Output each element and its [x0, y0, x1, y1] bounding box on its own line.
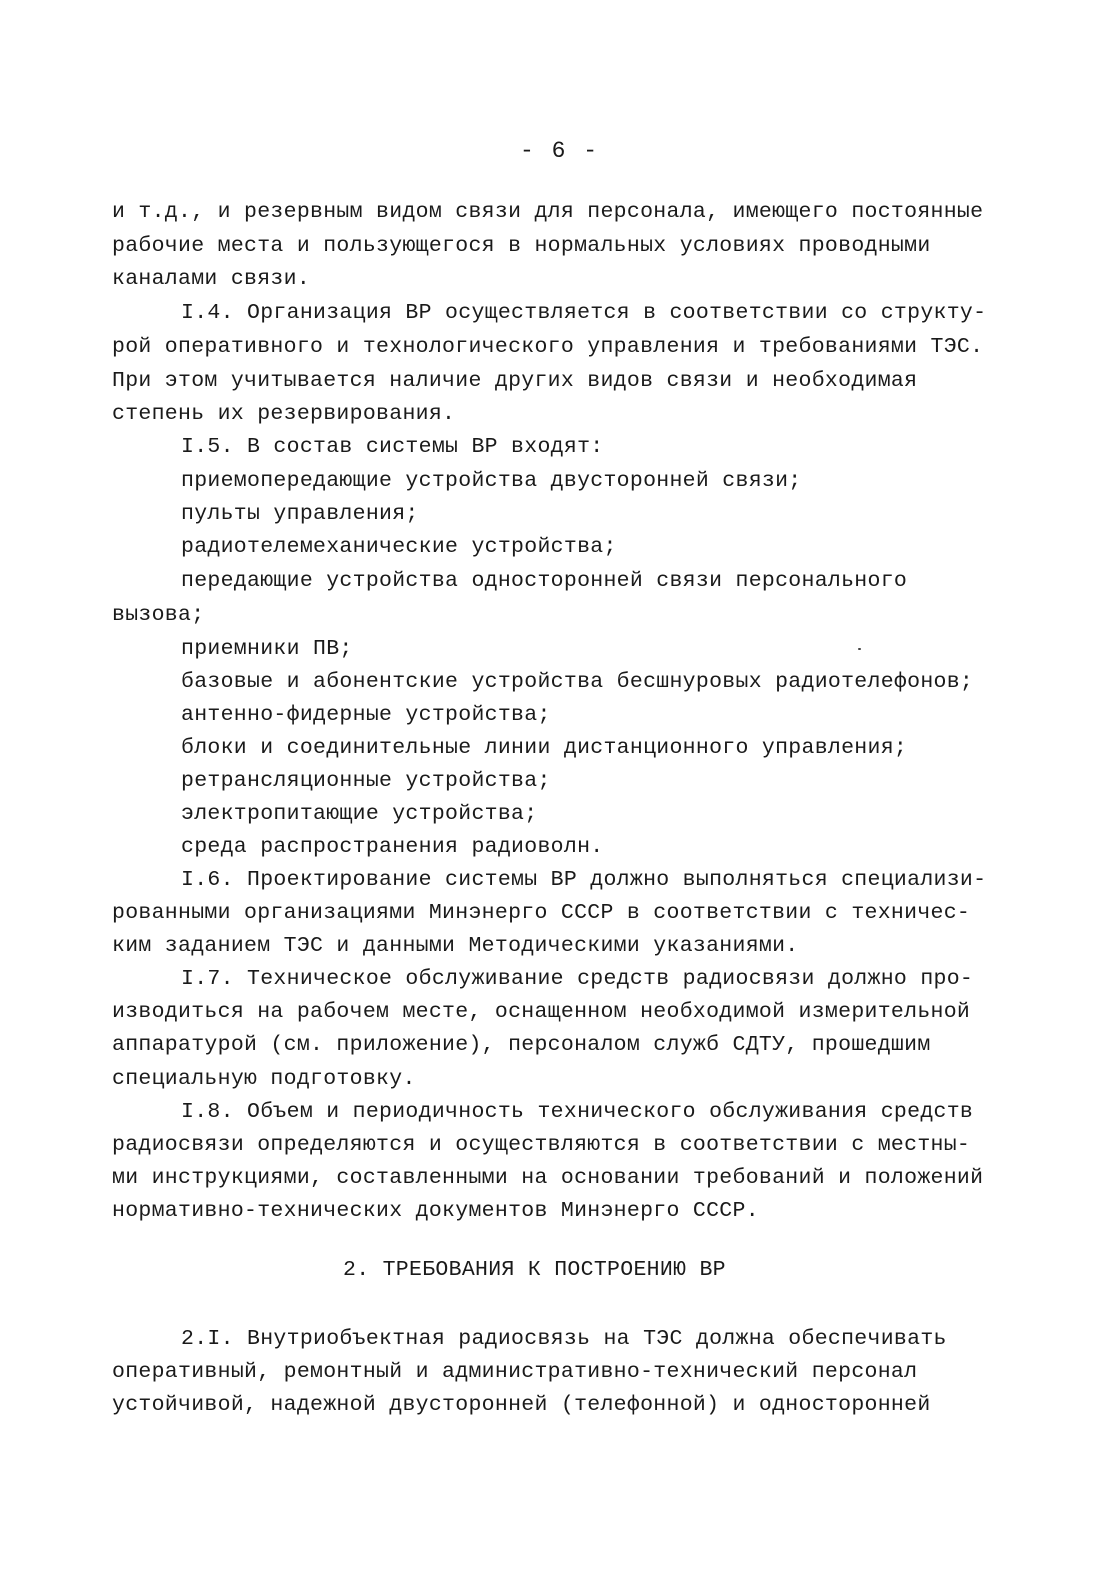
text-line: I.4. Организация ВР осуществляется в соответствии со структу- — [181, 301, 987, 325]
list-item: электропитающие устройства; — [181, 802, 538, 826]
text-line: степень их резервирования. — [112, 402, 456, 426]
text-line: специальную подготовку. — [112, 1067, 416, 1091]
list-item: антенно-фидерные устройства; — [181, 703, 551, 727]
text-line: I.5. В состав системы ВР входят: — [181, 435, 604, 459]
list-item: вызова; — [112, 603, 205, 627]
text-line: аппаратурой (см. приложение), персоналом служб СДТУ, прошедшим — [112, 1033, 931, 1057]
text-line: I.8. Объем и периодичность технического обслуживания средств — [181, 1100, 974, 1124]
list-item: базовые и абонентские устройства бесшнуровых радиотелефонов; — [181, 670, 974, 694]
scan-speck — [858, 648, 861, 650]
text-line: оперативный, ремонтный и административно-технический персонал — [112, 1360, 918, 1384]
text-line: ким заданием ТЭС и данными Методическими указаниями. — [112, 934, 799, 958]
section-heading: 2. ТРЕБОВАНИЯ К ПОСТРОЕНИЮ ВР — [343, 1258, 726, 1282]
list-item: среда распространения радиоволн. — [181, 835, 604, 859]
list-item: пульты управления; — [181, 502, 419, 526]
text-line: радиосвязи определяются и осуществляются в соответствии с местны- — [112, 1133, 971, 1157]
text-line: и т.д., и резервным видом связи для персонала, имеющего постоянные — [112, 200, 984, 224]
list-item: радиотелемеханические устройства; — [181, 535, 617, 559]
text-line: I.7. Техническое обслуживание средств радиосвязи должно про- — [181, 967, 974, 991]
page-number: - 6 - — [520, 138, 600, 164]
text-line: рабочие места и пользующегося в нормальных условиях проводными — [112, 234, 931, 258]
text-line: изводиться на рабочем месте, оснащенном необходимой измерительной — [112, 1000, 971, 1024]
text-line: 2.I. Внутриобъектная радиосвязь на ТЭС должна обеспечивать — [181, 1327, 947, 1351]
text-line: устойчивой, надежной двусторонней (телефонной) и односторонней — [112, 1393, 931, 1417]
list-item: ретрансляционные устройства; — [181, 769, 551, 793]
text-line: рой оперативного и технологического управления и требованиями ТЭС. — [112, 335, 984, 359]
text-line: рованными организациями Минэнерго СССР в соответствии с техничес- — [112, 901, 971, 925]
list-item: приемники ПВ; — [181, 637, 353, 661]
list-item: передающие устройства односторонней связи персонального — [181, 569, 908, 593]
text-line: I.6. Проектирование системы ВР должно выполняться специализи- — [181, 868, 987, 892]
list-item: приемопередающие устройства двусторонней связи; — [181, 469, 802, 493]
text-line: ми инструкциями, составленными на основании требований и положений — [112, 1166, 984, 1190]
list-item: блоки и соединительные линии дистанционного управления; — [181, 736, 908, 760]
text-line: При этом учитывается наличие других видов связи и необходимая — [112, 369, 918, 393]
text-line: нормативно-технических документов Минэнерго СССР. — [112, 1199, 759, 1223]
text-line: каналами связи. — [112, 267, 311, 291]
